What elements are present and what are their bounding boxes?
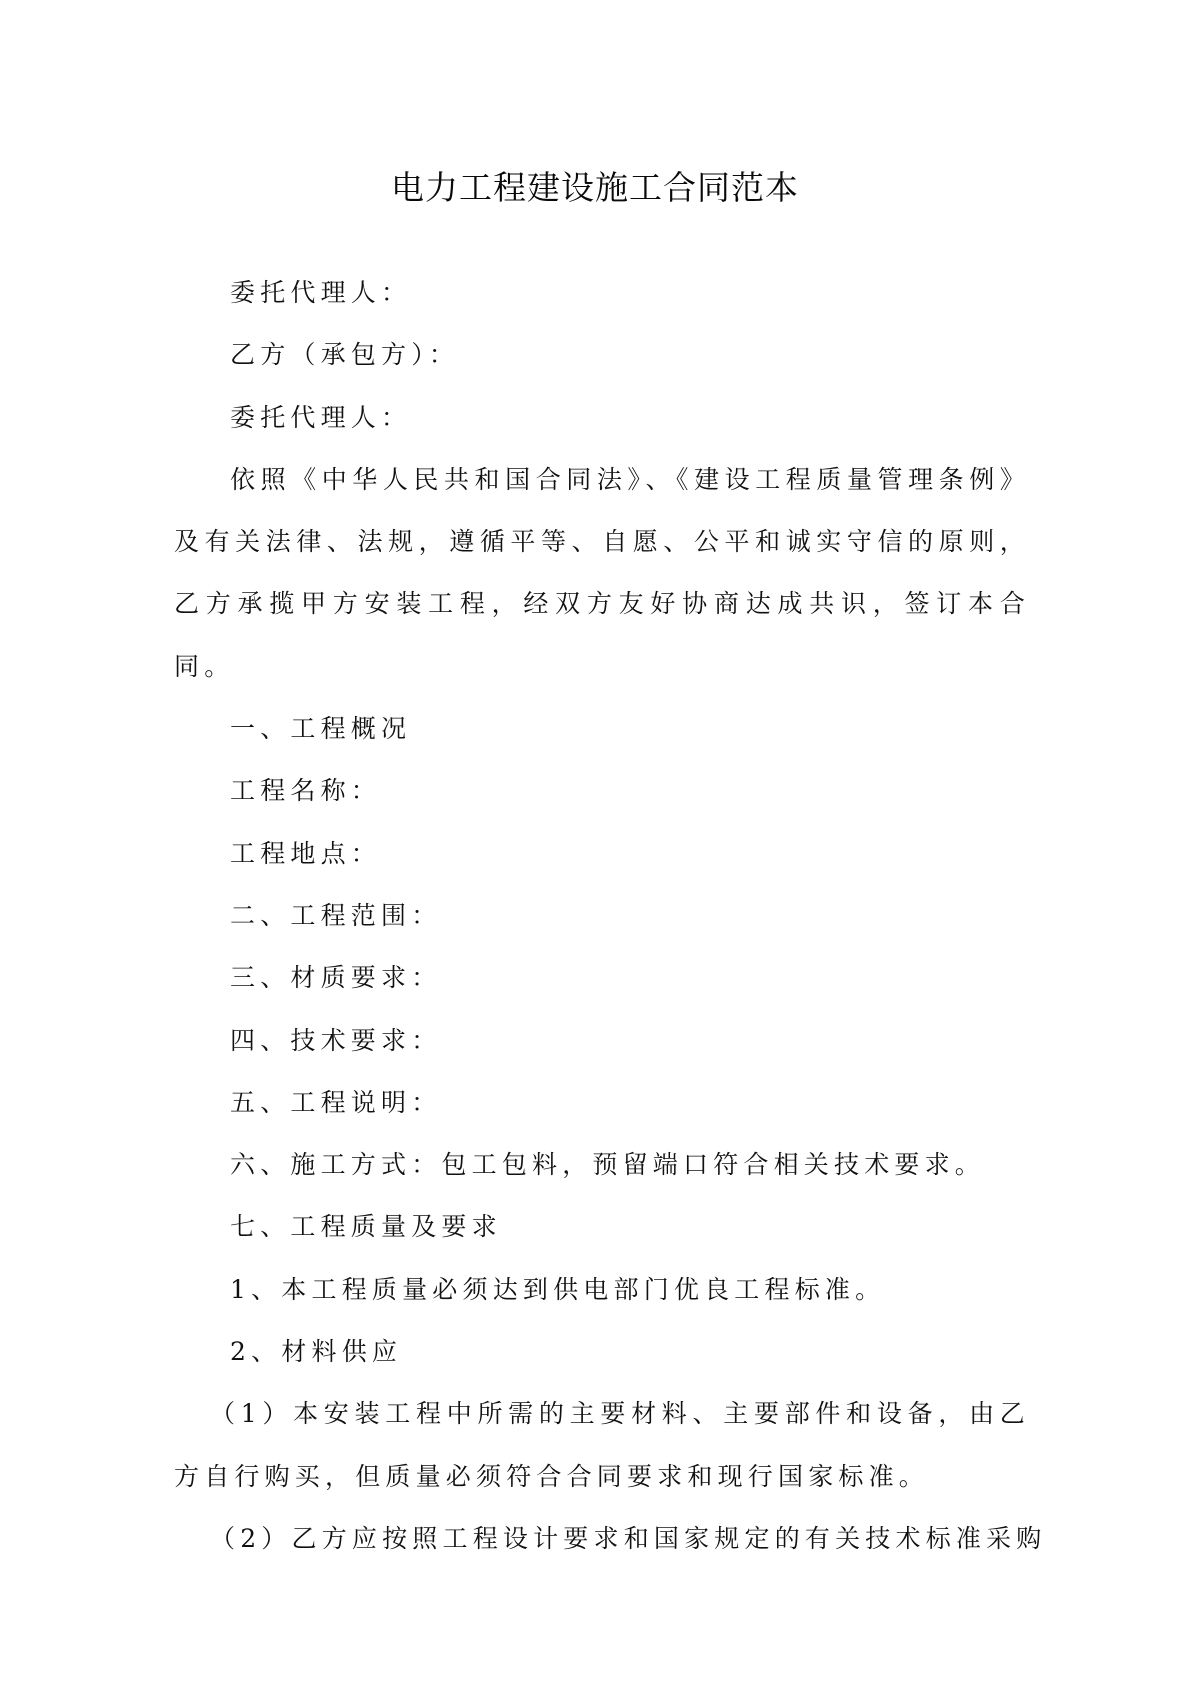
- clause-quality-standard: 1、本工程质量必须达到供电部门优良工程标准。: [230, 1274, 886, 1304]
- document-title: 电力工程建设施工合同范本: [391, 168, 799, 207]
- paragraph-preamble: 依照《中华人民共和国合同法》、《建设工程质量管理条例》及有关法律、法规，遵循平等、自愿、公平和诚实守信的原则，乙方承揽甲方安装工程，经双方友好协商达成共识，签订本合同。: [174, 464, 1030, 681]
- field-project-location: 工程地点：: [230, 838, 382, 868]
- section-heading-overview: 一、工程概况: [230, 714, 412, 744]
- document-body: [174, 262, 1047, 1570]
- clause-material-supply-2: （2）乙方应按照工程设计要求和国家规定的有关技术标准采购: [210, 1523, 1047, 1553]
- clause-material-supply: 2、材料供应: [230, 1337, 403, 1367]
- field-project-name: 工程名称：: [230, 776, 382, 806]
- paragraph-agent-2: 委托代理人：: [230, 402, 412, 432]
- section-heading-technical: 四、技术要求：: [230, 1025, 442, 1055]
- section-heading-description: 五、工程说明：: [230, 1087, 442, 1117]
- section-construction-method: 六、施工方式：包工包料，预留端口符合相关技术要求。: [230, 1150, 986, 1180]
- section-heading-scope: 二、工程范围：: [230, 900, 442, 930]
- paragraph-party-b: 乙方（承包方）：: [230, 340, 460, 370]
- section-heading-quality: 七、工程质量及要求: [230, 1212, 502, 1242]
- paragraph-agent-1: 委托代理人：: [230, 278, 412, 307]
- clause-material-supply-1: （1）本安装工程中所需的主要材料、主要部件和设备，由乙方自行购买，但质量必须符合合同要求和现行国家标准。: [174, 1399, 1030, 1491]
- section-heading-materials: 三、材质要求：: [230, 963, 442, 993]
